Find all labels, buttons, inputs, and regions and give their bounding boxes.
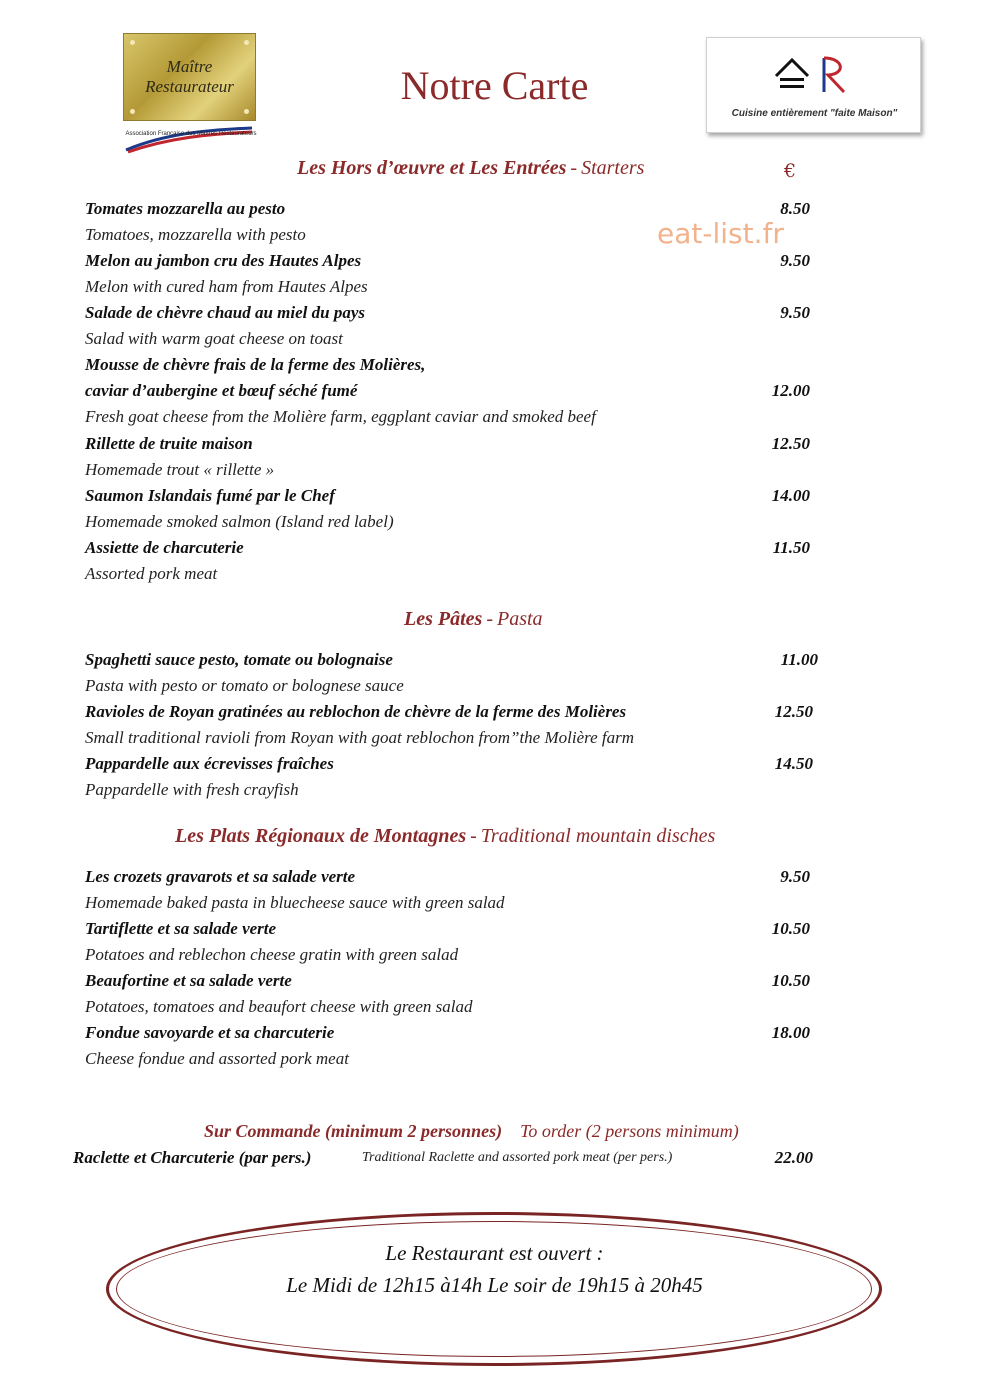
menu-item-name: Ravioles de Royan gratinées au reblochon de chèvre de la ferme des Molières bbox=[85, 702, 627, 721]
section-title-fr: Les Hors d’œuvre et Les Entrées bbox=[297, 157, 567, 179]
section-title-pasta: Les Pâtes - Pasta bbox=[404, 608, 543, 630]
menu-item-price: 11.50 bbox=[772, 538, 810, 557]
menu-item-name: Beaufortine et sa salade verte bbox=[85, 971, 292, 990]
menu-item-name: Melon au jambon cru des Hautes Alpes bbox=[85, 251, 362, 270]
currency-symbol: € bbox=[784, 160, 797, 182]
tricolor-swoosh-icon bbox=[124, 124, 254, 154]
menu-item-name: Tomates mozzarella au pesto bbox=[85, 199, 286, 218]
section-title-fr: Les Pâtes bbox=[404, 608, 483, 630]
section-title-starters: Les Hors d’œuvre et Les Entrées - Starters bbox=[297, 157, 645, 179]
order-item-desc: Traditional Raclette and assorted pork meat (per pers.) bbox=[362, 1150, 673, 1165]
badge-association-text: Association Française des Maîtres Restaurateurs bbox=[125, 131, 257, 137]
menu-item-desc: Pappardelle with fresh crayfish bbox=[85, 780, 299, 799]
menu-item-name: Pappardelle aux écrevisses fraîches bbox=[85, 754, 334, 773]
order-item-price: 22.00 bbox=[774, 1148, 813, 1167]
menu-item-name: Saumon Islandais fumé par le Chef bbox=[85, 486, 335, 505]
watermark: eat-list.fr bbox=[657, 217, 784, 250]
menu-item-desc: Pasta with pesto or tomato or bolognese sauce bbox=[85, 676, 404, 695]
menu-item-price: 9.50 bbox=[780, 251, 810, 270]
opening-hours-times: Le Midi de 12h15 à14h Le soir de 19h15 à 20h45 bbox=[286, 1273, 703, 1297]
menu-item-name: Assiette de charcuterie bbox=[85, 538, 244, 557]
menu-item-price: 10.50 bbox=[771, 919, 810, 938]
menu-item-desc: Homemade baked pasta in bluecheese sauce with green salad bbox=[85, 893, 505, 912]
menu-item-price: 12.50 bbox=[774, 702, 813, 721]
section-title-order bbox=[204, 1121, 739, 1142]
section-title-en: Pasta bbox=[496, 608, 543, 630]
menu-item-price: 14.50 bbox=[774, 754, 813, 773]
fait-maison-text: Cuisine entièrement "faite Maison" bbox=[731, 108, 898, 119]
menu-item-price: 12.50 bbox=[771, 434, 810, 453]
menu-item-name: Fondue savoyarde et sa charcuterie bbox=[85, 1023, 335, 1042]
section-title-fr: Les Plats Régionaux de Montagnes bbox=[175, 825, 467, 847]
section-title-en: Traditional mountain disches bbox=[480, 825, 716, 847]
section-title-regional: Les Plats Régionaux de Montagnes - Traditional mountain disches bbox=[175, 825, 716, 847]
badge-line1: Maître bbox=[166, 57, 213, 76]
badge-line2: Restaurateur bbox=[145, 77, 234, 96]
menu-item-desc: Homemade trout « rillette » bbox=[85, 460, 275, 479]
menu-item-name: Les crozets gravarots et sa salade verte bbox=[85, 867, 356, 886]
menu-item-desc: Melon with cured ham from Hautes Alpes bbox=[85, 277, 368, 296]
order-item-name: Raclette et Charcuterie (par pers.) bbox=[73, 1148, 312, 1167]
section-title-en: To order (2 persons minimum) bbox=[520, 1121, 739, 1141]
menu-item-name-line2: caviar d’aubergine et bœuf séché fumé bbox=[85, 381, 358, 400]
menu-item-name: Rillette de truite maison bbox=[85, 434, 253, 453]
menu-item-desc: Assorted pork meat bbox=[85, 564, 218, 583]
menu-item-desc: Homemade smoked salmon (Island red label) bbox=[85, 512, 394, 531]
fait-maison-logo bbox=[706, 37, 921, 133]
menu-item-price: 9.50 bbox=[780, 867, 810, 886]
menu-item-desc: Fresh goat cheese from the Molière farm, eggplant caviar and smoked beef bbox=[85, 407, 596, 426]
menu-item-price: 8.50 bbox=[780, 199, 810, 218]
menu-item-desc: Salad with warm goat cheese on toast bbox=[85, 329, 343, 348]
menu-item-desc: Potatoes, tomatoes and beaufort cheese with green salad bbox=[85, 997, 473, 1016]
page-title: Notre Carte bbox=[400, 63, 589, 108]
menu-item-name: Spaghetti sauce pesto, tomate ou bolognaise bbox=[85, 650, 393, 669]
menu-item-price: 14.00 bbox=[771, 486, 810, 505]
menu-item-price: 11.00 bbox=[780, 650, 818, 669]
menu-item-price: 9.50 bbox=[780, 303, 810, 322]
opening-hours-title: Le Restaurant est ouvert : bbox=[385, 1241, 604, 1265]
menu-item-price: 12.00 bbox=[771, 381, 810, 400]
section-title-en: Starters bbox=[581, 157, 645, 179]
menu-item-price: 18.00 bbox=[771, 1023, 810, 1042]
section-title-fr: Sur Commande (minimum 2 personnes) bbox=[204, 1121, 503, 1141]
menu-item-name: Tartiflette et sa salade verte bbox=[85, 919, 277, 938]
menu-item-desc: Small traditional ravioli from Royan with goat reblochon from”the Molière farm bbox=[85, 728, 635, 747]
fait-maison-icon bbox=[770, 52, 860, 96]
menu-item-name: Salade de chèvre chaud au miel du pays bbox=[85, 303, 366, 322]
menu-item-price: 10.50 bbox=[771, 971, 810, 990]
menu-item-desc: Cheese fondue and assorted pork meat bbox=[85, 1049, 349, 1068]
menu-item-desc: Potatoes and reblechon cheese gratin with green salad bbox=[85, 945, 459, 964]
menu-item-desc: Tomatoes, mozzarella with pesto bbox=[85, 225, 306, 244]
menu-item-name: Mousse de chèvre frais de la ferme des Molières, bbox=[85, 355, 426, 374]
